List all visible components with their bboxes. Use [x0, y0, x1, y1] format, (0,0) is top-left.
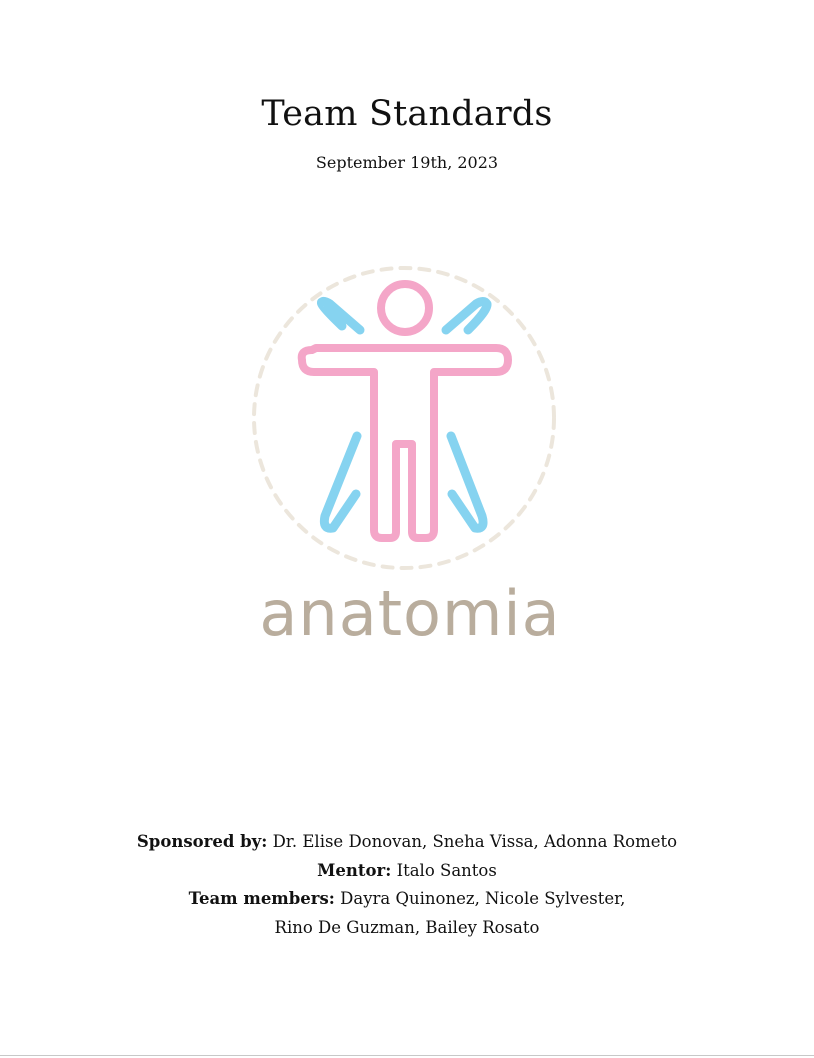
mentor-label: Mentor: [317, 860, 392, 880]
mentor-line [0, 857, 814, 886]
upper-right-arm-icon [446, 302, 487, 331]
lower-right-leg-icon [451, 436, 483, 528]
team-members-value-1: Dayra Quinonez, Nicole Sylvester, [334, 889, 626, 908]
document-title: Team Standards [261, 94, 553, 134]
page-bottom-divider [0, 1055, 814, 1056]
sponsors-line [0, 828, 814, 857]
sponsors-value: Dr. Elise Donovan, Sneha Vissa, Adonna Rometo [267, 832, 678, 851]
upper-left-arm-icon [321, 301, 360, 330]
team-members-line [0, 885, 814, 914]
mentor-value: Italo Santos [391, 860, 497, 880]
team-members-label: Team members: [188, 889, 335, 908]
team-members-line-2 [0, 914, 814, 943]
team-members-value-2: Rino De Guzman, Bailey Rosato [274, 917, 540, 937]
sponsored-by-label: Sponsored by: [136, 832, 268, 851]
document-date: September 19th, 2023 [315, 153, 499, 172]
vitruvian-figure-icon [240, 258, 580, 578]
logo-dashed-circle [254, 268, 554, 568]
logo-wordmark: anatomia [259, 577, 561, 650]
anatomia-logo [240, 258, 580, 658]
credits-block [0, 828, 814, 942]
figure-head-icon [381, 284, 429, 332]
lower-left-leg-icon [324, 436, 357, 528]
